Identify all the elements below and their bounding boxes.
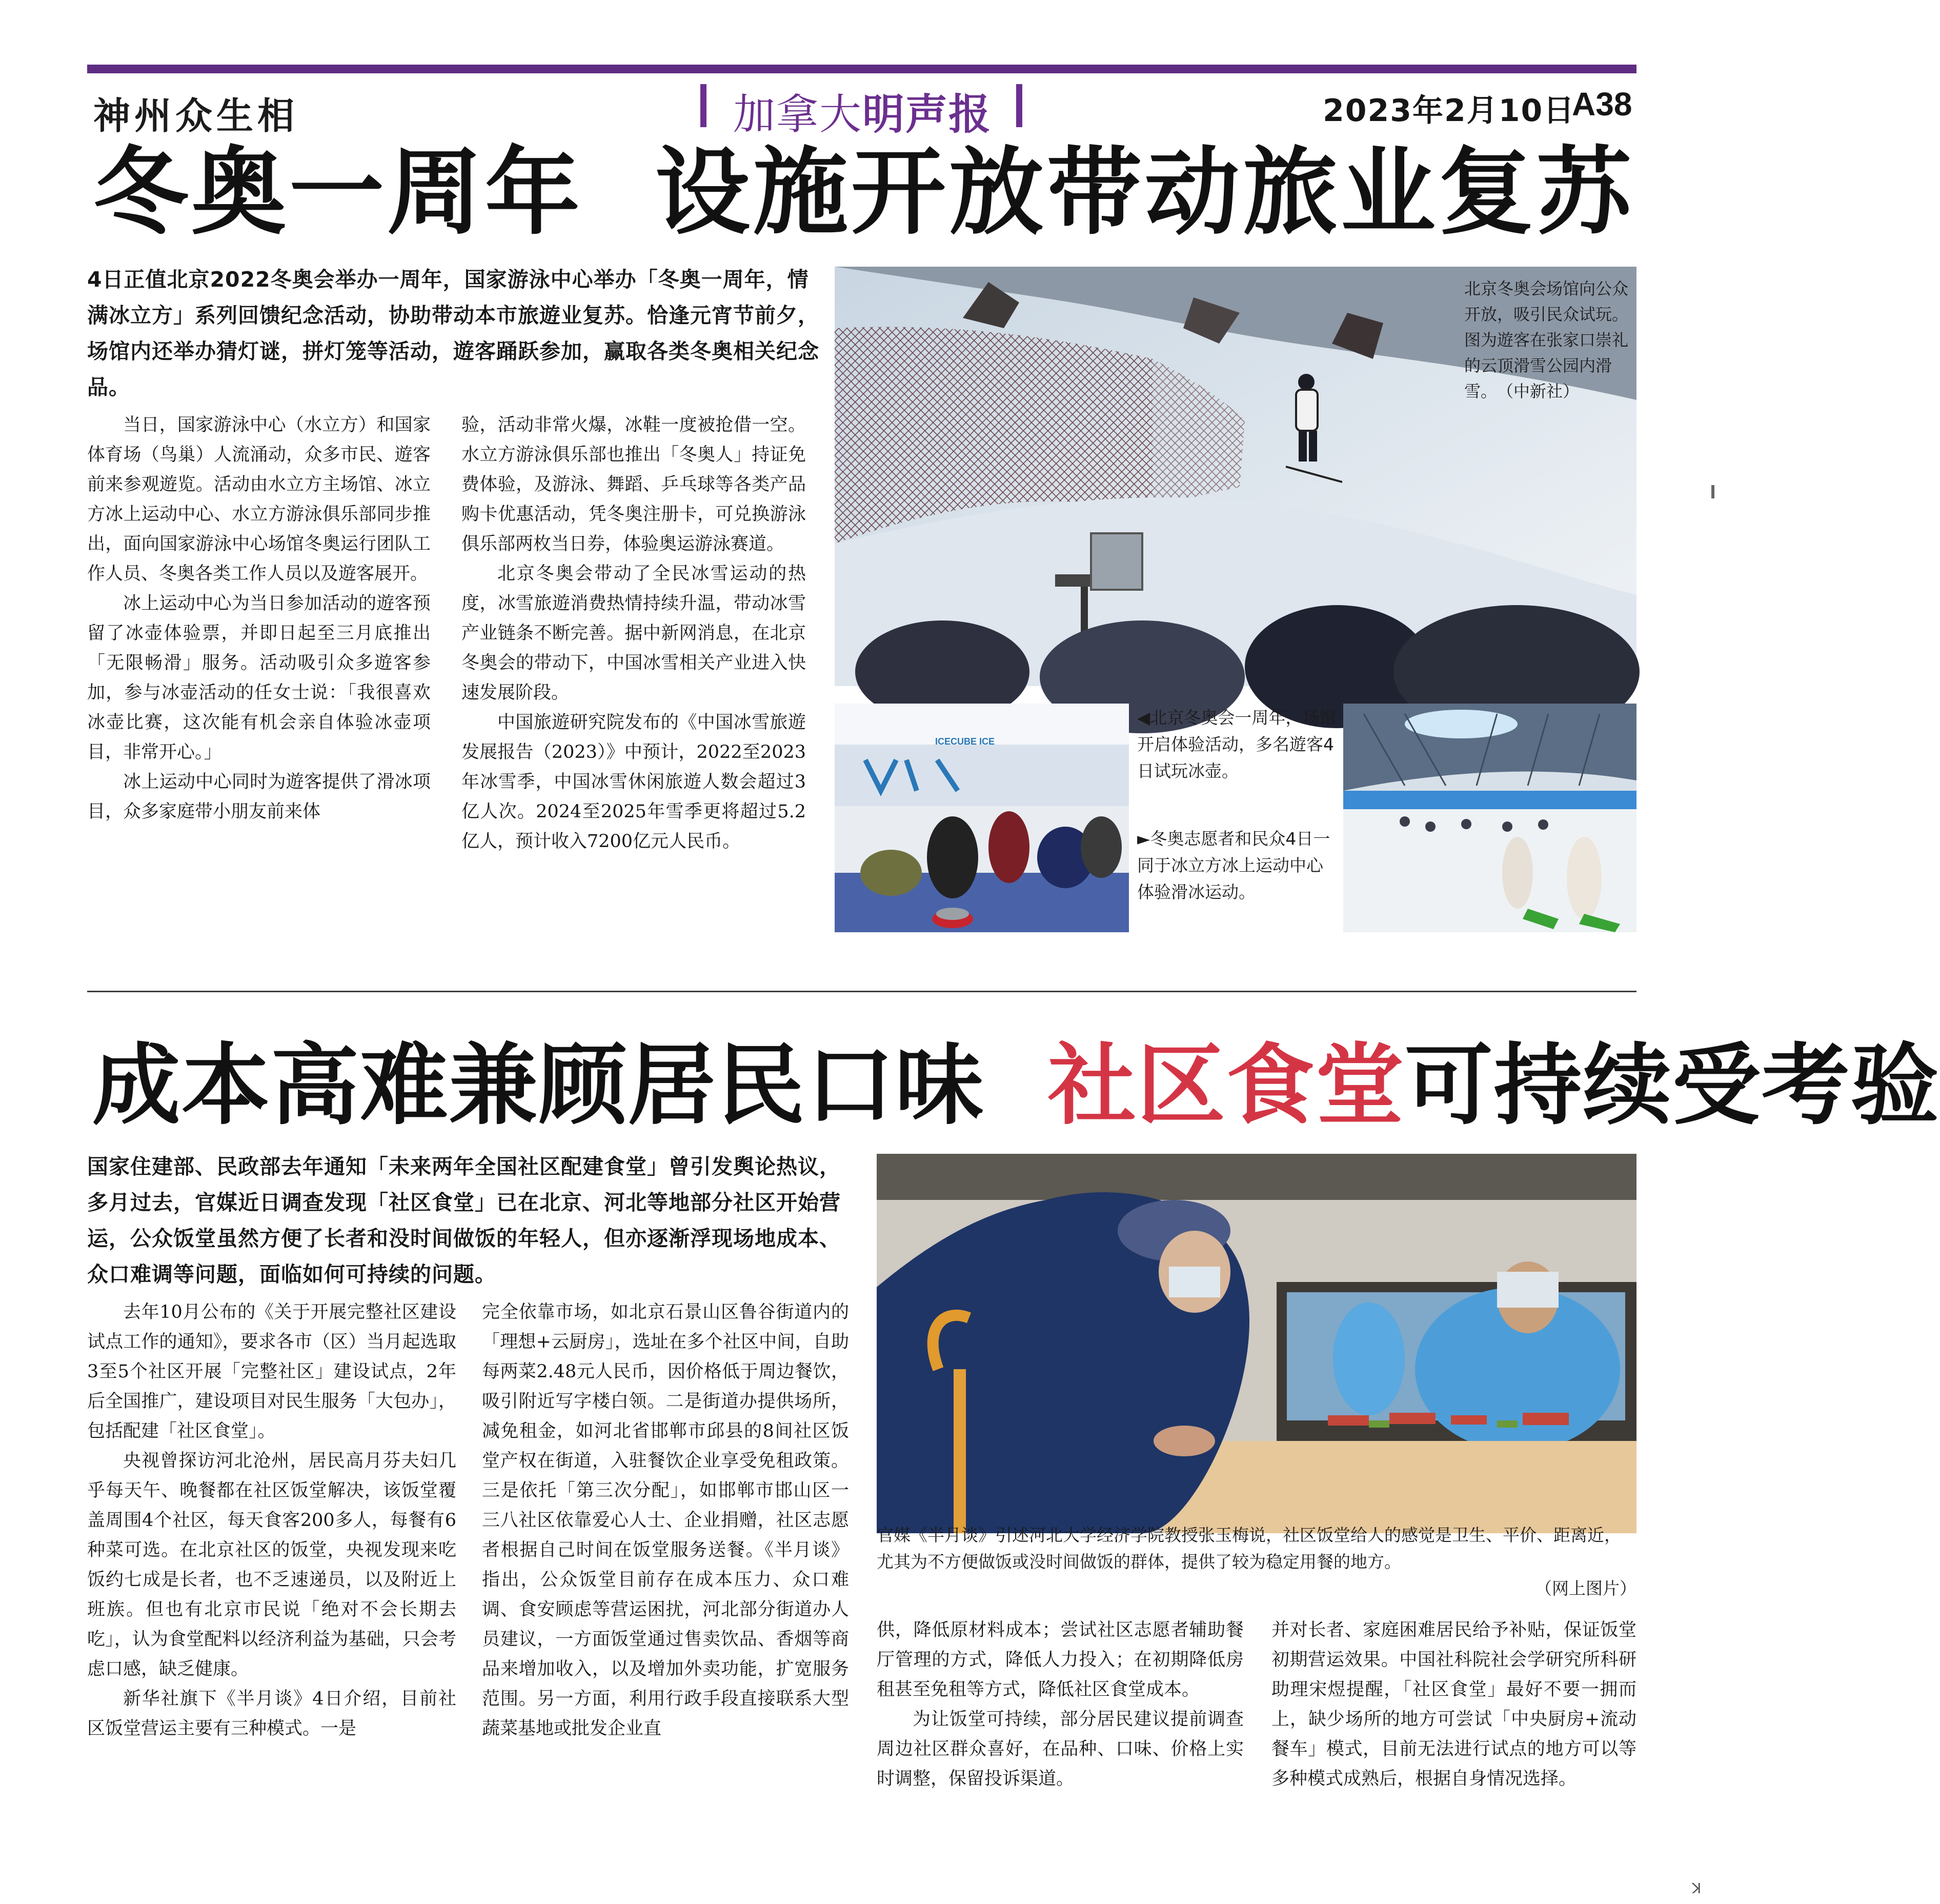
curling-photo — [835, 704, 1129, 932]
article2-headline-black: 成本高难兼顾居民口味 — [92, 1033, 1048, 1137]
article2-paragraph: 为让饭堂可持续，部分居民建议提前调查周边社区群众喜好，在品种、口味、价格上实时调整，保留投诉渠道。 — [877, 1709, 1244, 1789]
skating-photo-image — [1343, 704, 1636, 932]
article2-lead: 国家住建部、民政部去年通知「未来两年全国社区配建食堂」曾引发舆论热议，多月过去，官媒近日调查发现「社区食堂」已在北京、河北等地部分社区开始营运，公众饭堂虽然方便了长者和没时间做饭的年轻人，但亦逐渐浮现场地成本、众口难调等问题，面临如何可持续的问题。 — [87, 1154, 841, 1287]
page-number: A38 — [1572, 86, 1632, 123]
article2-column-1 — [87, 1297, 456, 1743]
issue-date: 2023年2月10日 — [1323, 93, 1575, 129]
article1-paragraph: 北京冬奥会带动了全民冰雪运动的热度，冰雪旅遊消费热情持续升温，带动冰雪产业链条不断完善。据中新网消息，在北京冬奥会的带动下，中国冰雪相关产业进入快速发展阶段。 — [461, 564, 806, 703]
article2-paragraph: 供，降低原材料成本；尝试社区志愿者辅助餐厅管理的方式，降低人力投入；在初期降低房租甚至免租等方式，降低社区食堂成本。 — [877, 1620, 1244, 1700]
article1-column-2 — [461, 410, 806, 856]
article2-paragraph: 央视曾探访河北沧州，居民高月芬夫妇几乎每天午、晚餐都在社区饭堂解决，该饭堂覆盖周围4个社区，每天食客200多人，每餐有6种菜可选。在北京社区的饭堂，央视发现来吃饭约七成是长者，也不乏速递员，以及附近上班族。但也有北京市民说「绝对不会长期去吃」，认为食堂配料以经济利益为基础，只会考虑口感，缺乏健康。 — [87, 1451, 456, 1679]
article1-lead: 4日正值北京2022冬奥会举办一周年，国家游泳中心举办「冬奥一周年，情满冰立方」系列回馈纪念活动，协助带动本市旅遊业复苏。恰逢元宵节前夕，场馆内还举办猜灯谜，拼灯笼等活动，遊客踊跃参加，赢取各类冬奥相关纪念品。 — [87, 267, 819, 399]
section-divider — [87, 991, 1636, 992]
canteen-photo-caption: 官媒《半月谈》引述河北大学经济学院教授张玉梅说，社区饭堂给人的感觉是卫生、平价、距离近，尤其为不方便做饭或没时间做饭的群体，提供了较为稳定用餐的地方。 — [877, 1525, 1621, 1572]
masthead-left-bar — [700, 84, 706, 127]
top-color-bar — [87, 65, 1636, 73]
article1-headline: 冬奥一周年 设施开放带动旅业复苏 — [93, 136, 1634, 248]
article2-headline — [92, 1033, 1940, 1137]
canteen-photo-image — [877, 1154, 1636, 1533]
masthead-name: 明声报 — [862, 90, 992, 139]
section-title: 神州众生相 — [93, 94, 299, 137]
edge-mark — [1711, 485, 1714, 498]
skating-photo — [1343, 704, 1636, 932]
masthead-right-bar — [1016, 84, 1022, 127]
article2-paragraph: 并对长者、家庭困难居民给予补贴，保证饭堂初期营运效果。中国社科院社会学研究所科研助理宋煜提醒，「社区食堂」最好不要一拥而上，缺少场所的地方可尝试「中央厨房+流动餐车」模式，目前无法进行试点的地方可以等多种模式成熟后，根据自身情况选择。 — [1271, 1620, 1636, 1789]
masthead-text — [733, 81, 992, 141]
article2-headline-highlight: 社区食堂 — [1047, 1033, 1405, 1137]
article2-paragraph: 去年10月公布的《关于开展完整社区建设试点工作的通知》，要求各市（区）当月起选取3至5个社区开展「完整社区」建设试点，2年后全国推广，建设项目对民生服务「大包办」，包括配建「社区食堂」。 — [87, 1302, 456, 1441]
article2-column-2 — [482, 1297, 849, 1743]
article2-column-4 — [1271, 1615, 1636, 1794]
ski-photo-caption: 北京冬奥会场馆向公众开放，吸引民众试玩。图为遊客在张家口崇礼的云顶滑雪公园内滑雪。 （中新社） — [1464, 279, 1629, 401]
masthead — [697, 78, 1030, 139]
article2-paragraph: 完全依靠市场，如北京石景山区鲁谷街道内的「理想+云厨房」，选址在多个社区中间，自助每两菜2.48元人民币，因价格低于周边餐饮，吸引附近写字楼白领。二是街道办提供场所，减免租金，如河北省邯郸市邱县的8间社区饭堂产权在街道，入驻餐饮企业享受免租政策。三是依托「第三次分配」，如邯郸市邯山区一三八社区依靠爱心人士、企业捐赠，社区志愿者根据自己时间在饭堂服务送餐。《半月谈》指出，公众饭堂目前存在成本压力、众口难调、食安顾虑等营运困扰，河北部分街道办人员建议，一方面饭堂通过售卖饮品、香烟等商品来增加收入，以及增加外卖功能，扩宽服务范围。另一方面，利用行政手段直接联系大型蔬菜基地或批发企业直 — [482, 1302, 849, 1739]
canteen-photo — [877, 1154, 1636, 1533]
article2-paragraph: 新华社旗下《半月谈》4日介绍，目前社区饭堂营运主要有三种模式。一是 — [87, 1689, 456, 1739]
article1-paragraph: 当日，国家游泳中心（水立方）和国家体育场（鸟巢）人流涌动，众多市民、遊客前来参观遊览。活动由水立方主场馆、冰立方冰上运动中心、水立方游泳俱乐部同步推出，面向国家游泳中心场馆冬奥运行团队工作人员、冬奥各类工作人员以及遊客展开。 — [87, 415, 431, 584]
article1-paragraph: 验，活动非常火爆，冰鞋一度被抢借一空。水立方游泳俱乐部也推出「冬奥人」持证免费体验，及游泳、舞蹈、乒乓球等各类产品购卡优惠活动，凭冬奥注册卡，可兑换游泳俱乐部两枚当日券，体验奥运游泳赛道。 — [461, 415, 806, 554]
masthead-prefix: 加拿大 — [733, 90, 863, 139]
article1-paragraph: 冰上运动中心为当日参加活动的遊客预留了冰壶体验票，并即日起至三月底推出「无限畅滑」服务。活动吸引众多遊客参加，参与冰壶活动的任女士说：「我很喜欢冰壶比赛，这次能有机会亲自体验冰壶项目，非常开心。」 — [87, 593, 431, 763]
icecube-sign: ICECUBE ICE — [935, 736, 995, 747]
canteen-photo-credit: （网上图片） — [1535, 1578, 1636, 1598]
ski-photo — [835, 267, 1636, 686]
curling-caption: ◀北京冬奥会一周年，场馆开启体验活动，多名遊客4日试玩冰壶。 — [1137, 708, 1337, 781]
article1-column-1 — [87, 410, 431, 827]
article1-paragraph: 冰上运动中心同时为遊客提供了滑冰项目，众多家庭带小朋友前来体 — [87, 772, 431, 822]
article2-column-3 — [877, 1615, 1244, 1794]
article2-headline-tail: 可持续受考验 — [1404, 1033, 1940, 1137]
skating-caption: ►冬奥志愿者和民众4日一同于冰立方冰上运动中心体验滑冰运动。 — [1137, 829, 1330, 902]
corner-mark: K — [1692, 1879, 1702, 1896]
article1-paragraph: 中国旅遊研究院发布的《中国冰雪旅遊发展报告（2023）》中预计，2022至2023年冰雪季，中国冰雪休闲旅遊人数会超过3亿人次。2024至2025年雪季更将超过5.2亿人，预计收入7200亿元人民币。 — [461, 712, 806, 852]
